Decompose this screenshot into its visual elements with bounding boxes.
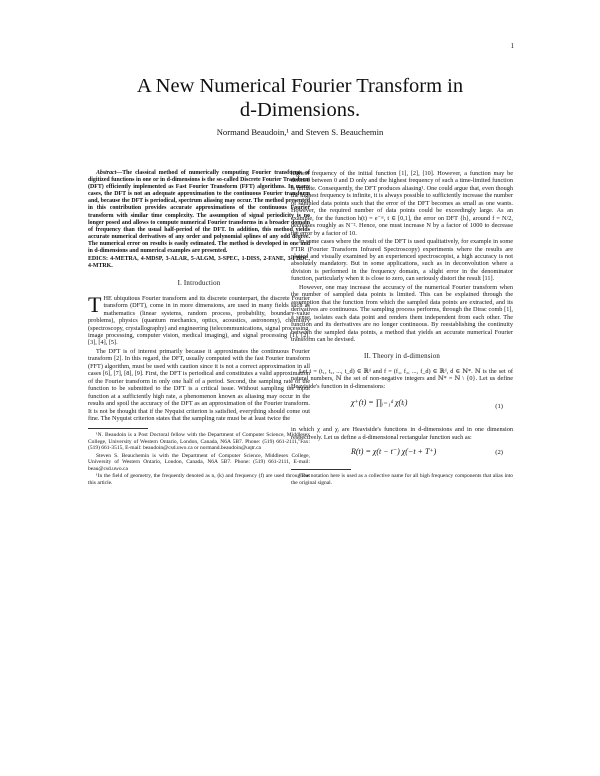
right-paragraph-2: In some cases where the result of the DFT is used qualitatively, for example in some FTIR (Fourier Transform Infrared Spectroscopy) experiments where the results are plotted and visually examined by an experienced spectroscopist, a high accuracy is not absolutely mandatory. But in some applications, such as in deconvolution where a division is performed in the frequency domain, a slight error in the denominator function, particularly when it is close to zero, can seriously distort the result [11]. — [291, 238, 513, 283]
theory-paragraph-2: in which χ and χᵢ are Heaviside's functions in d-dimensions and in one dimension respectively. Let us define a d-dimensional rectangular function such as: — [291, 426, 513, 441]
keywords: EDICS: 4-METRA, 4-MDSP, 3-ALAR, 5-ALGM, 3-SPEC, 1-DISS, 2-FANE, 3-FBDC, 4-MTRK. — [88, 256, 310, 270]
left-column — [88, 170, 310, 487]
right-paragraph-3: However, one may increase the accuracy of the numerical Fourier transform when the number of sampled data points is limited. This can be explained through the assumption that the function from which the sampled data points are extracted, and its derivatives are continuous. The sampling process performs, through the Dirac comb [1], a sense, isolates each data point and renders them independent from each other. The function and its derivatives are no longer continuous. By reestablishing the continuity between the sampled data points, a method that yields an accurate numerical Fourier transform can be devised. — [291, 283, 513, 343]
equation-1-number: (1) — [495, 403, 503, 411]
equation-1-body: χ⁺(t) = ∏ᵢ₌₁ᵈ χ(tᵢ) — [351, 398, 408, 408]
right-column — [291, 170, 513, 487]
equation-2-body: R(t) = χ(t − t⁻) χ(−t + T⁺) — [351, 447, 437, 457]
footnote-2: Steven S. Beauchemin is with the Department of Computer Science, Middlesex College, University of Western Ontario, London, Canada, N6A 5B7. Phone: (519) 661-2111, E-mail: beau@csd.uwo.ca — [88, 452, 310, 472]
right-footnote: ¹The notation here is used as a collective name for all high frequency components that alias into the original signal. — [291, 473, 513, 486]
intro-paragraph-2: The DFT is of interest primarily because it approximates the continuous Fourier transform [2]. In this regard, the DFT, usually computed with the fast Fourier transform (FFT) algorithm, must be used with caution since it is not a correct approximation in all cases [6], [7], [8], [9]. First, the DFT is periodical and constitutes a valid approximation of the Fourier transform in only one half of a period. Second, the sampling rate of the function to be submitted to the DFT is a critical issue. Without sampling the input function at a sufficiently high rate, a phenomenon known as aliasing may occur in the results and spoil the accuracy of the DFT as an approximation of the Fourier transform. It is not be thought that if the Nyquist criterion is satisfied, everything should come out fine. The Nyquist criterion states that the sampling rate must be at least twice the — [88, 347, 310, 423]
equation-2-number: (2) — [495, 449, 503, 457]
footnote-3: ¹In the field of geometry, the frequently denoted as n, (k) and frequency (f) are used throughout this article. — [88, 473, 310, 486]
theory-paragraph-1: Let t = (t₁, t₂, ..., t_d) ∈ ℝᵈ and f = (f₁, f₂, ..., f_d) ∈ ℝᵈ, d ∈ ℕ*. ℕ is the set of natural numbers, ℕ the set of non-negative integers and ℕ* = ℕ \ {0}. Let us define Heaviside's function in d-dimensions: — [291, 367, 513, 390]
title-line-1: A New Numerical Fourier Transform in — [136, 75, 464, 97]
page-number: 1 — [510, 42, 514, 50]
abstract-text: The classical method of numerically computing Fourier transforms of digitized functions in one or in d-dimensions is the so-called Discrete Fourier Transform (DFT) efficiently implemented as Fast Fourier Transform (FFT) algorithms. In many cases, the DFT is not an adequate approximation to the continuous Fourier transform and, because the DFT is periodical, spectrum aliasing may occur. The method presented in this contribution provides accurate approximations of the continuous Fourier transform with similar time complexity. The assumption of signal periodicity is no longer posed and allows to compute numerical Fourier transforms in a broader domain of frequency than the usual half-period of the DFT. In addition, this method yields accurate numerical derivatives of any order and polynomial splines of any odd degree. The numerical error on results is easily estimated. The method is developed in one and in d-dimensions and numerical examples are presented. — [88, 170, 310, 255]
section-heading-theory: II. Theory in d-dimension — [363, 353, 441, 361]
right-footnote-rule — [291, 469, 351, 470]
abstract: Abstract—The classical method of numerically computing Fourier transforms of digitized functions in one or in d-dimensions is the so-called Discrete Fourier Transform (DFT) efficiently implemented as Fast Fourier Transform (FFT) algorithms. In many cases, the DFT is not an adequate approximation to the continuous Fourier transform and, because the DFT is periodical, spectrum aliasing may occur. The method presented in this contribution provides accurate approximations of the continuous Fourier transform with similar time complexity. The assumption of signal periodicity is no longer posed and allows to compute numerical Fourier transforms in a broader domain of frequency than the usual half-period of the DFT. In addition, this method yields accurate numerical derivatives of any order and polynomial splines of any odd degree. The numerical error on results is easily estimated. The method is developed in one and in d-dimensions and numerical examples are presented. — [88, 170, 310, 255]
equation-2 — [291, 445, 513, 463]
abstract-label: Abstract — [96, 170, 117, 176]
equation-1 — [291, 394, 513, 422]
drop-cap: T — [88, 291, 102, 317]
authors: Normand Beaudoin,¹ and Steven S. Beauchemin — [216, 127, 384, 137]
right-paragraph-1: highest frequency of the initial function [1], [2], [10]. However, a function may be defined between 0 and D only and the highest frequency of such a time-limited function is infinite. Consequently, the DFT produces aliasing¹. One could argue that, even though the highest frequency is infinite, it is always possible to sufficiently increase the number of sampled data points such that the error of the DFT becomes as small as one wants. However, the required number of data points could be exceedingly large. As an example, for the function h(t) = e⁻ᵃᵗ, t ∈ [0,1], the error on DFT {h}, around f = N/2, decreases roughly as N⁻². Hence, one must increase N by a factor of 1000 to decrease the error by a factor of 10. — [291, 170, 513, 237]
title-line-2: d-Dimensions. — [239, 99, 361, 121]
intro-paragraph-1 — [88, 291, 310, 347]
section-heading-introduction: I. Introduction — [177, 280, 221, 288]
footnote-rule — [88, 428, 148, 429]
intro-paragraph-1-text: HE ubiquitous Fourier transform and its discrete counterpart, the discrete Fourier transform (DFT), come in in more dimensions, are used in many fields such as mathematics (linear systems, random process, probability, boundary-value problems), physics (quantum mechanics, optics, acoustics, astronomy), chemistry (spectroscopy, crystallography) and engineering (telecommunications, signal processing, image processing, computer vision, medical imaging), and signal processing [1], [2], [3], [4], [5]. — [88, 294, 310, 347]
footnote-1: ¹N. Beaudoin is a Post Doctoral fellow with the Department of Computer Science, Middlesex College, University of Western Ontario, London, Canada, N6A 5B7. Phone: (519) 661-2111, Fax: (519) 661-3515, E-mail: beaudoin@csd.uwo.ca or normand.beaudoin@uqtr.ca — [88, 432, 310, 452]
paper-title — [0, 74, 600, 122]
